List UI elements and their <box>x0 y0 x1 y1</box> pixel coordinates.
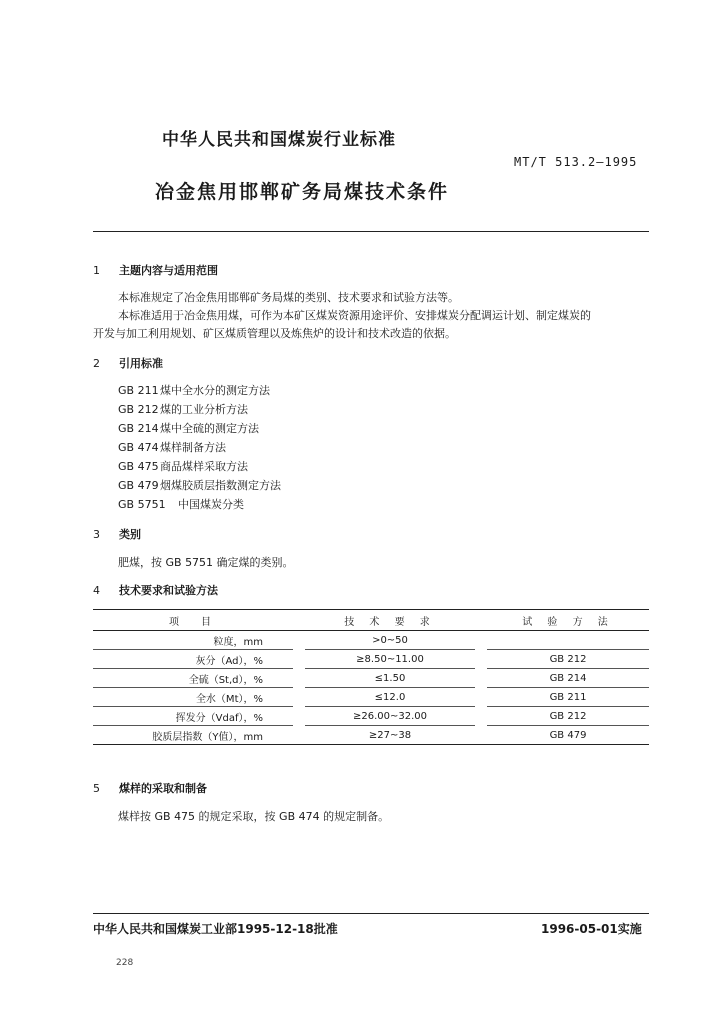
reference-name: 煤的工业分析方法 <box>160 403 248 416</box>
column-gap <box>293 650 305 669</box>
reference-name: 商品煤样采取方法 <box>160 460 248 473</box>
column-gap <box>475 631 487 650</box>
cell-method: GB 214 <box>487 669 649 688</box>
column-gap <box>475 707 487 726</box>
standard-number: MT/T 513.2—1995 <box>514 155 638 169</box>
section-1-heading <box>93 262 218 278</box>
section-title: 类别 <box>119 528 141 541</box>
reference-item <box>118 382 270 398</box>
column-header-requirement: 技 术 要 求 <box>305 610 475 631</box>
cell-requirement: ≤12.0 <box>305 688 475 707</box>
cell-item: 胶质层指数（Y值），mm <box>93 726 293 745</box>
section-title: 主题内容与适用范围 <box>119 264 218 277</box>
reference-code: GB 475 <box>118 460 159 473</box>
reference-name: 中国煤炭分类 <box>178 498 244 511</box>
column-gap <box>293 610 305 631</box>
table-row <box>93 650 649 669</box>
reference-code: GB 479 <box>118 479 159 492</box>
cell-method: GB 479 <box>487 726 649 745</box>
section-4-heading <box>93 582 218 598</box>
reference-code: GB 212 <box>118 403 159 416</box>
reference-name: 烟煤胶质层指数测定方法 <box>160 479 281 492</box>
column-gap <box>475 650 487 669</box>
section-number: 2 <box>93 357 100 370</box>
footer-rule <box>93 913 649 914</box>
cell-method: GB 211 <box>487 688 649 707</box>
cell-item: 灰分（Ad），% <box>93 650 293 669</box>
cell-item: 全水（Mt），% <box>93 688 293 707</box>
table-row <box>93 631 649 650</box>
table-row <box>93 669 649 688</box>
cell-requirement: ≥27~38 <box>305 726 475 745</box>
section-5-paragraph: 煤样按 GB 475 的规定采取，按 GB 474 的规定制备。 <box>118 810 390 823</box>
table-header-row <box>93 610 649 631</box>
reference-item <box>118 439 226 455</box>
reference-name: 煤中全水分的测定方法 <box>160 384 270 397</box>
column-gap <box>475 726 487 745</box>
reference-item <box>118 458 248 474</box>
section-5-heading <box>93 780 207 796</box>
column-gap <box>475 610 487 631</box>
cell-item: 全硫（St,d），% <box>93 669 293 688</box>
page-number: 228 <box>116 958 134 968</box>
section-2-heading <box>93 355 163 371</box>
section-3-paragraph: 肥煤，按 GB 5751 确定煤的类别。 <box>118 556 294 569</box>
section-number: 5 <box>93 782 100 795</box>
reference-item <box>118 496 244 512</box>
cell-method: GB 212 <box>487 650 649 669</box>
section-1-paragraph-2a: 本标准适用于冶金焦用煤，可作为本矿区煤炭资源用途评价、安排煤炭分配调运计划、制定煤炭的 <box>118 309 591 322</box>
reference-name: 煤样制备方法 <box>160 441 226 454</box>
cell-method <box>487 631 649 650</box>
document-title: 冶金焦用邯郸矿务局煤技术条件 <box>155 181 450 203</box>
reference-item <box>118 477 281 493</box>
column-gap <box>475 669 487 688</box>
header-rule <box>93 231 649 232</box>
section-1-paragraph-2b: 开发与加工利用规划、矿区煤质管理以及炼焦炉的设计和技术改造的依据。 <box>93 327 456 340</box>
table-row <box>93 707 649 726</box>
reference-code: GB 474 <box>118 441 159 454</box>
column-header-item: 项 目 <box>93 610 293 631</box>
reference-name: 煤中全硫的测定方法 <box>160 422 259 435</box>
column-gap <box>293 707 305 726</box>
implementation-date: 1996-05-01实施 <box>541 922 642 936</box>
column-gap <box>475 688 487 707</box>
reference-item <box>118 420 259 436</box>
reference-item <box>118 401 248 417</box>
column-gap <box>293 631 305 650</box>
section-number: 4 <box>93 584 100 597</box>
cell-method: GB 212 <box>487 707 649 726</box>
cell-item: 挥发分（Vdaf），% <box>93 707 293 726</box>
column-gap <box>293 669 305 688</box>
reference-code: GB 214 <box>118 422 159 435</box>
cell-requirement: ≥8.50~11.00 <box>305 650 475 669</box>
column-gap <box>293 726 305 745</box>
technical-requirements-table <box>93 609 649 745</box>
cell-requirement: ≥26.00~32.00 <box>305 707 475 726</box>
reference-code: GB 5751 <box>118 498 166 511</box>
cell-requirement: ≤1.50 <box>305 669 475 688</box>
approval-statement: 中华人民共和国煤炭工业部1995-12-18批准 <box>93 922 338 936</box>
section-title: 技术要求和试验方法 <box>119 584 218 597</box>
industry-standard-heading: 中华人民共和国煤炭行业标准 <box>162 130 396 150</box>
column-gap <box>293 688 305 707</box>
section-1-paragraph-1: 本标准规定了冶金焦用邯郸矿务局煤的类别、技术要求和试验方法等。 <box>118 291 459 304</box>
section-3-heading <box>93 526 141 542</box>
section-number: 1 <box>93 264 100 277</box>
table-row <box>93 688 649 707</box>
section-title: 煤样的采取和制备 <box>119 782 207 795</box>
section-number: 3 <box>93 528 100 541</box>
reference-code: GB 211 <box>118 384 159 397</box>
cell-requirement: >0~50 <box>305 631 475 650</box>
section-title: 引用标准 <box>119 357 163 370</box>
column-header-method: 试 验 方 法 <box>487 610 649 631</box>
table-row <box>93 726 649 745</box>
cell-item: 粒度，mm <box>93 631 293 650</box>
